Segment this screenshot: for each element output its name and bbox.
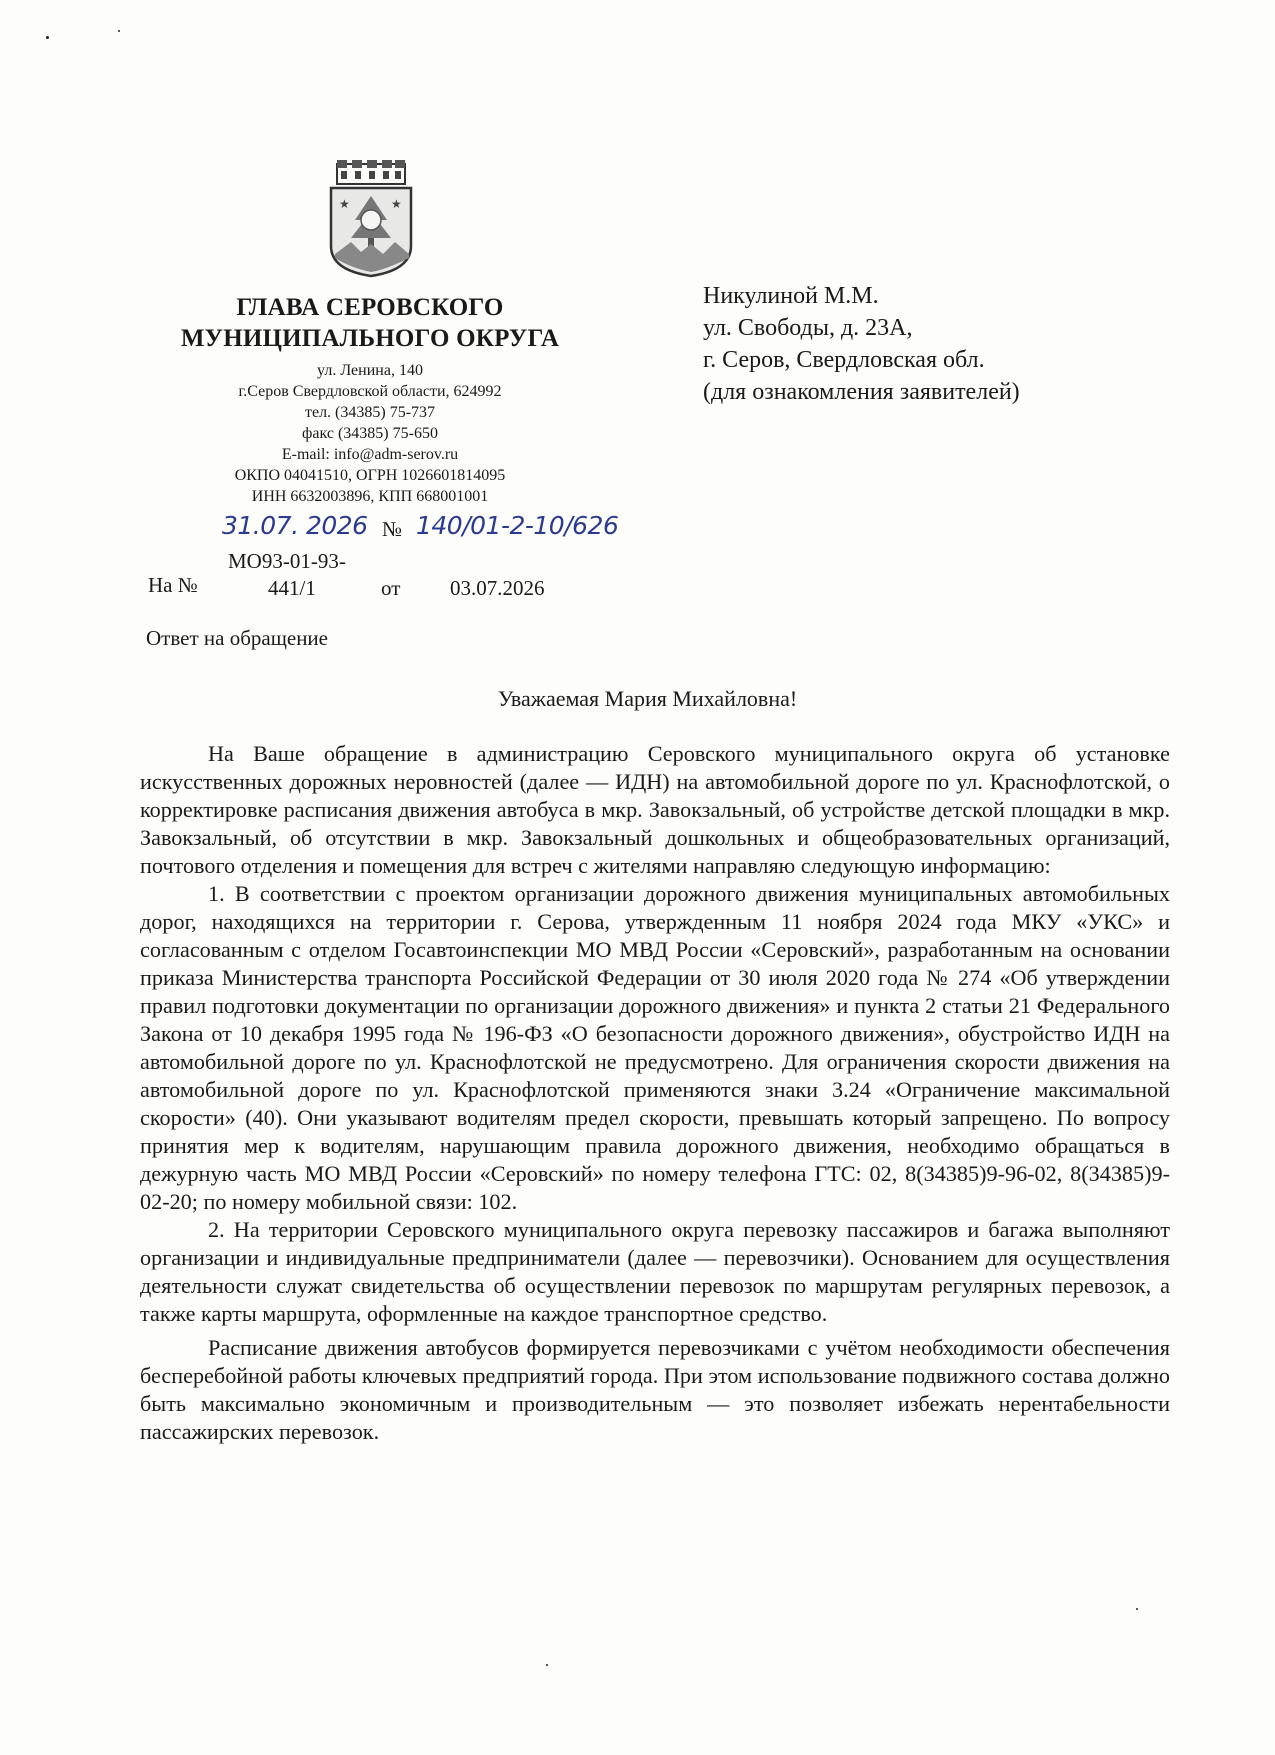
scan-speck — [546, 1664, 548, 1666]
org-phone: тел. (34385) 75-737 — [304, 404, 436, 421]
letter-subject: Ответ на обращение — [146, 626, 328, 650]
org-email: E-mail: info@adm-serov.ru — [281, 446, 459, 463]
municipal-coat-of-arms-icon — [325, 158, 417, 278]
org-address-city: г.Серов Свердловской области, 624992 — [238, 383, 502, 400]
outgoing-date: 31.07. 2026 — [222, 511, 368, 540]
recipient-street: ул. Свободы, д. 23А, — [703, 315, 913, 341]
org-inn-kpp: ИНН 6632003896, КПП 668001001 — [251, 488, 489, 505]
org-title-line2: МУНИЦИПАЛЬНОГО ОКРУГА — [180, 325, 560, 352]
recipient-note: (для ознакомления заявителей) — [703, 379, 1020, 405]
letterhead — [170, 292, 570, 507]
scan-speck — [118, 30, 120, 32]
recipient-block — [703, 280, 1143, 408]
reference-number-part2: 441/1 — [268, 576, 316, 600]
body-paragraph-item1: 1. В соответствии с проектом организации дорожного движения муниципальных автомобильных дорог, находящихся на территории г. Серова, утвержденным 11 ноября 2024 года МКУ «УКС» и согласованным с отделом Госавтоинспекции МО МВД России «Серовский», разработанным на основании приказа Министерства транспорта Российской Федерации от 30 июля 2020 года № 274 «Об утверждении правил подготовки документации по организации дорожного движения» и пункта 2 статьи 21 Федерального Закона от 10 декабря 1995 года № 196-ФЗ «О безопасности дорожного движения», обустройство ИДН на автомобильной дороге по ул. Краснофлотской не предусмотрено. Для ограничения скорости движения на автомобильной дороге по ул. Краснофлотской применяются знаки 3.24 «Ограничение максимальной скорости» (40). Они указывают водителям предел скорости, превышать который запрещено. По вопросу принятия мер к водителям, нарушающим правила дорожного движения, необходимо обращаться в дежурную часть МО МВД России «Серовский» по номеру телефона ГТС: 02, 8(34385)9-96-02, 8(34385)9-02-20; по номеру мобильной связи: 102. — [140, 881, 1170, 1214]
body-paragraph-item2: 2. На территории Серовского муниципального округа перевозку пассажиров и багажа выполняют организации и индивидуальные предприниматели (далее — перевозчики). Основанием для осуществления деятельности служат свидетельства об осуществлении перевозок по маршрутам регулярных перевозок, а также карты маршрута, оформленные на каждое транспортное средство. — [140, 1217, 1170, 1326]
outgoing-number-label: № — [382, 517, 403, 541]
org-address-street: ул. Ленина, 140 — [317, 362, 423, 379]
recipient-name: Никулиной М.М. — [703, 283, 879, 309]
svg-text:★: ★ — [391, 197, 402, 211]
org-okpo-ogrn: ОКПО 04041510, ОГРН 1026601814095 — [234, 467, 506, 484]
org-fax: факс (34385) 75-650 — [302, 425, 438, 442]
reference-date: 03.07.2026 — [450, 576, 545, 600]
reference-number-part1: МО93-01-93- — [228, 549, 346, 573]
reference-label: На № — [148, 573, 198, 597]
scan-speck — [46, 36, 49, 39]
org-title-line1: ГЛАВА СЕРОВСКОГО — [236, 294, 504, 321]
letter-body — [140, 740, 1170, 1446]
body-paragraph-intro: На Ваше обращение в администрацию Серовского муниципального округа об установке искусственных дорожных неровностей (далее — ИДН) на автомобильной дороге по ул. Краснофлотской, о корректировке расписания движения автобуса в мкр. Завокзальный, об устройстве детской площадки в мкр. Завокзальный, об отсутствии в мкр. Завокзальный дошкольных и общеобразовательных организаций, почтового отделения и помещения для встреч с жителями направляю следующую информацию: — [140, 741, 1170, 878]
outgoing-number: 140/01-2-10/626 — [416, 511, 619, 540]
letter-greeting: Уважаемая Мария Михайловна! — [497, 686, 798, 711]
body-paragraph-schedule: Расписание движения автобусов формируется перевозчиками с учётом необходимости обеспечения бесперебойной работы ключевых предприятий города. При этом использование подвижного состава должно быть максимально экономичным и производительным — это позволяет избежать нерентабельности пассажирских перевозок. — [140, 1335, 1170, 1444]
scan-speck — [1136, 1608, 1138, 1610]
recipient-city: г. Серов, Свердловская обл. — [703, 347, 985, 373]
svg-text:★: ★ — [339, 197, 350, 211]
reference-from-label: от — [381, 576, 401, 600]
